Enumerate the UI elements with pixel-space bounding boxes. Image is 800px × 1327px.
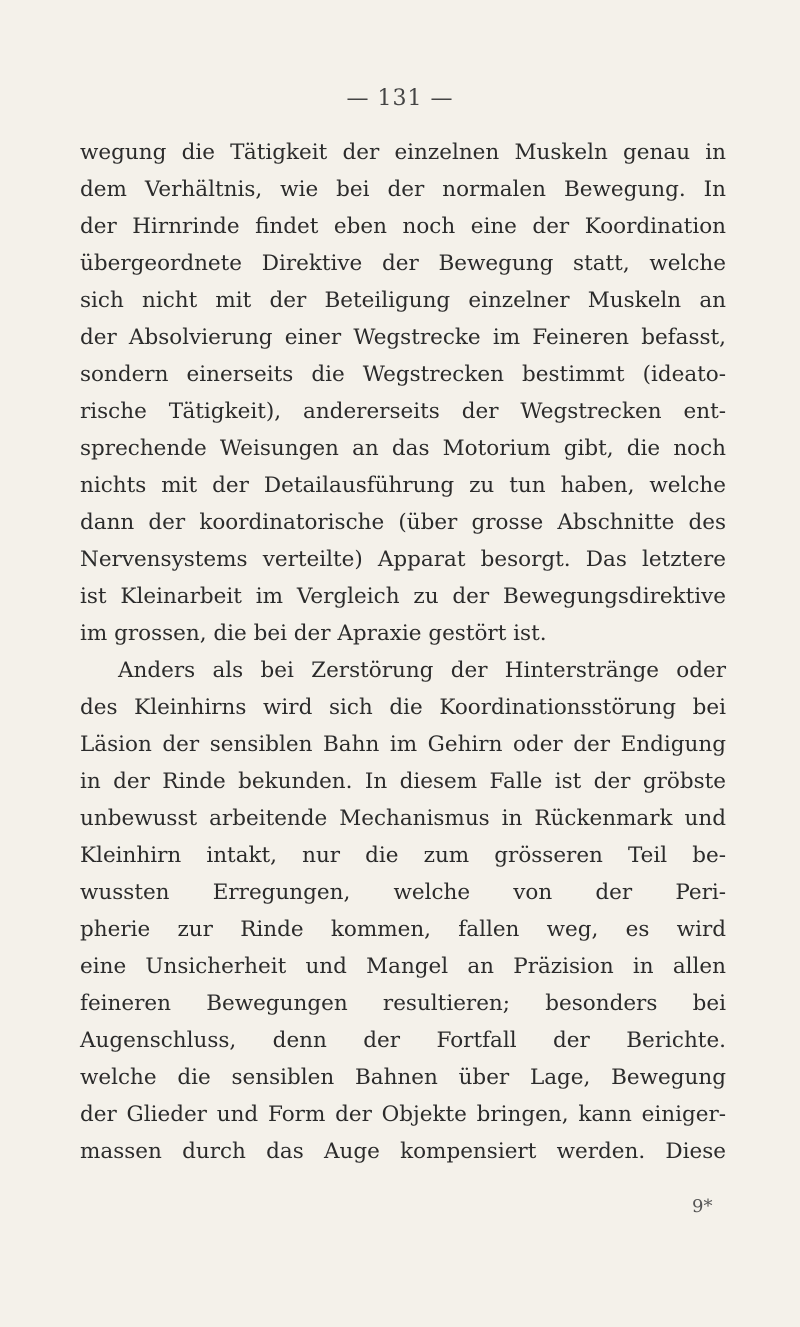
text-line: nichts mit der Detailausführung zu tun haben, welche [80,473,726,498]
text-line: dem Verhältnis, wie bei der normalen Bewegung. In [80,177,726,202]
text-line: Augenschluss, denn der Fortfall der Berichte. [80,1028,726,1053]
signature-mark: 9* [692,1196,713,1217]
body-text [80,134,726,1170]
text-line: des Kleinhirns wird sich die Koordinationsstörung bei [80,695,726,720]
text-line: übergeordnete Direktive der Bewegung statt, welche [80,251,726,276]
text-line: welche die sensiblen Bahnen über Lage, Bewegung [80,1065,726,1090]
paragraph-end-line: im grossen, die bei der Apraxie gestört ist. [80,621,547,646]
text-line: der Glieder und Form der Objekte bringen, kann einiger- [80,1102,726,1127]
text-line: sondern einerseits die Wegstrecken bestimmt (ideato- [80,362,726,387]
text-line: pherie zur Rinde kommen, fallen weg, es wird [80,917,726,942]
text-line: massen durch das Auge kompensiert werden. Diese [80,1139,726,1164]
text-line: der Absolvierung einer Wegstrecke im Feineren befasst, [80,325,726,350]
text-line: wussten Erregungen, welche von der Peri- [80,880,726,905]
paragraph-start-line: Anders als bei Zerstörung der Hinterstränge oder [118,658,726,683]
text-line: feineren Bewegungen resultieren; besonders bei [80,991,726,1016]
text-line: der Hirnrinde findet eben noch eine der Koordination [80,214,726,239]
text-line: sich nicht mit der Beteiligung einzelner Muskeln an [80,288,726,313]
text-line: ist Kleinarbeit im Vergleich zu der Bewegungsdirektive [80,584,726,609]
text-line: in der Rinde bekunden. In diesem Falle ist der gröbste [80,769,726,794]
text-line: dann der koordinatorische (über grosse Abschnitte des [80,510,726,535]
text-line: unbewusst arbeitende Mechanismus in Rückenmark und [80,806,726,831]
text-line: Läsion der sensiblen Bahn im Gehirn oder der Endigung [80,732,726,757]
text-line: eine Unsicherheit und Mangel an Präzision in allen [80,954,726,979]
text-line: Nervensystems verteilte) Apparat besorgt. Das letztere [80,547,726,572]
page-number-header: — 131 — [346,86,454,111]
text-line: wegung die Tätigkeit der einzelnen Muskeln genau in [80,140,726,165]
text-line: sprechende Weisungen an das Motorium gibt, die noch [80,436,726,461]
text-line: Kleinhirn intakt, nur die zum grösseren Teil be- [80,843,726,868]
text-line: rische Tätigkeit), andererseits der Wegstrecken ent- [80,399,726,424]
